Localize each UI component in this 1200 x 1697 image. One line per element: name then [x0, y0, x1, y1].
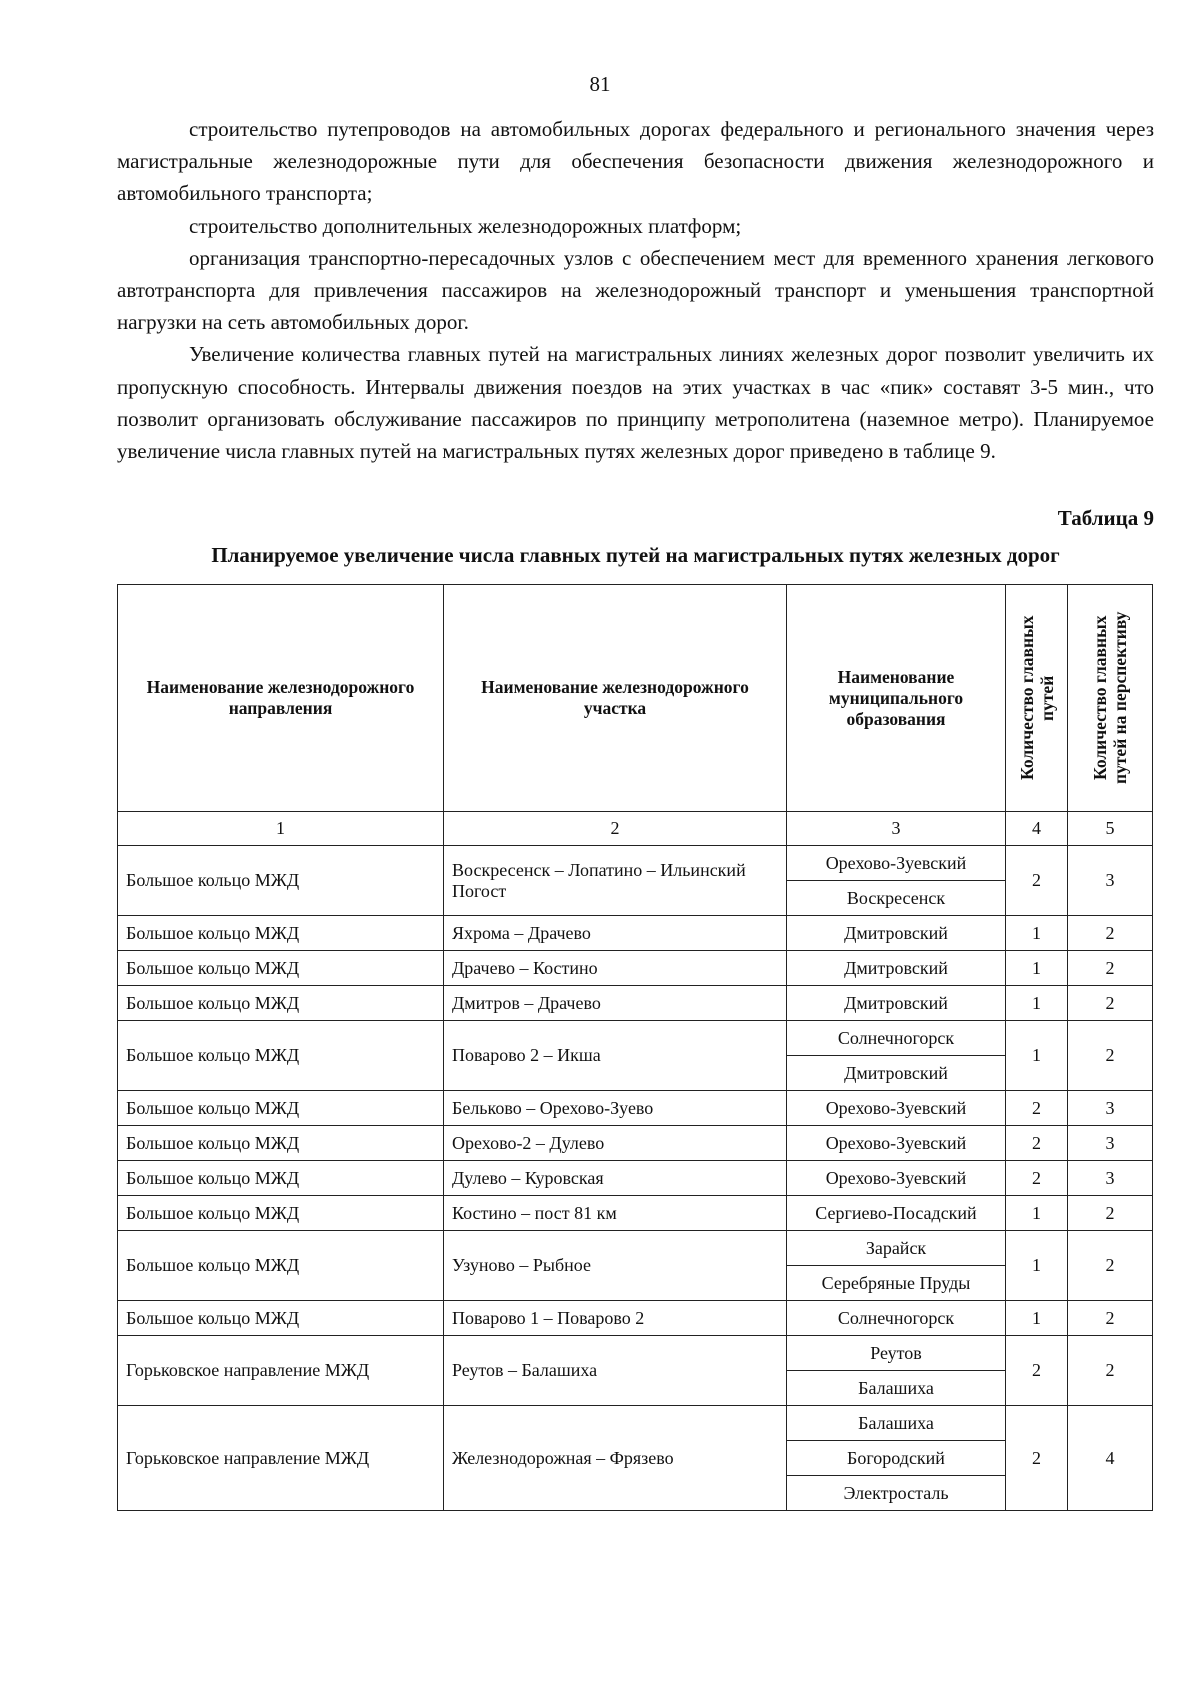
- header-tracks-future-text: Количество главных путей на перспективу: [1090, 611, 1130, 785]
- table-row: [118, 1091, 1153, 1126]
- column-number-row: [118, 812, 1153, 846]
- cell-tracks-future: 2: [1068, 1196, 1153, 1231]
- table-row: [118, 1231, 1153, 1266]
- table-row: [118, 1126, 1153, 1161]
- cell-municipality: Орехово-Зуевский: [787, 1126, 1006, 1161]
- column-number: 2: [444, 812, 787, 846]
- header-section: Наименование железнодорожного участка: [444, 585, 787, 812]
- cell-tracks: 1: [1006, 951, 1068, 986]
- column-number: 4: [1006, 812, 1068, 846]
- cell-direction: Большое кольцо МЖД: [118, 1196, 444, 1231]
- cell-tracks: 2: [1006, 1126, 1068, 1161]
- header-direction: Наименование железнодорожного направления: [118, 585, 444, 812]
- cell-tracks-future: 4: [1068, 1406, 1153, 1511]
- cell-direction: Большое кольцо МЖД: [118, 916, 444, 951]
- cell-direction: Большое кольцо МЖД: [118, 1021, 444, 1091]
- cell-tracks-future: 2: [1068, 1231, 1153, 1301]
- table-row: [118, 986, 1153, 1021]
- cell-municipality: Богородский: [787, 1441, 1006, 1476]
- cell-municipality: Дмитровский: [787, 951, 1006, 986]
- cell-tracks-future: 3: [1068, 846, 1153, 916]
- cell-tracks-future: 2: [1068, 1021, 1153, 1091]
- cell-municipality: Орехово-Зуевский: [787, 846, 1006, 881]
- cell-section: Дмитров – Драчево: [444, 986, 787, 1021]
- cell-municipality: Реутов: [787, 1336, 1006, 1371]
- cell-section: Воскресенск – Лопатино – Ильинский Погост: [444, 846, 787, 916]
- cell-tracks-future: 3: [1068, 1126, 1153, 1161]
- table-row: [118, 1161, 1153, 1196]
- cell-tracks: 1: [1006, 1301, 1068, 1336]
- cell-municipality: Воскресенск: [787, 881, 1006, 916]
- paragraph: строительство дополнительных железнодорожных платформ;: [189, 213, 742, 238]
- cell-direction: Большое кольцо МЖД: [118, 1161, 444, 1196]
- cell-municipality: Серебряные Пруды: [787, 1266, 1006, 1301]
- cell-tracks-future: 2: [1068, 1301, 1153, 1336]
- cell-municipality: Дмитровский: [787, 916, 1006, 951]
- cell-municipality: Орехово-Зуевский: [787, 1091, 1006, 1126]
- body-text: [117, 113, 1154, 467]
- cell-municipality: Солнечногорск: [787, 1301, 1006, 1336]
- cell-section: Узуново – Рыбное: [444, 1231, 787, 1301]
- cell-direction: Большое кольцо МЖД: [118, 1301, 444, 1336]
- cell-tracks: 2: [1006, 1161, 1068, 1196]
- cell-direction: Большое кольцо МЖД: [118, 986, 444, 1021]
- cell-tracks-future: 3: [1068, 1161, 1153, 1196]
- column-number: 1: [118, 812, 444, 846]
- tracks-table: [117, 584, 1153, 1511]
- page-number: 81: [589, 72, 611, 96]
- paragraph: Увеличение количества главных путей на магистральных линиях железных дорог позволит увеличить их пропускную способность. Интервалы движения поездов на этих участках в час «пик» составят 3-5 мин., что позволит организовать обслуживание пассажиров по принципу метрополитена (наземное метро). Планируемое увеличение числа главных путей на магистральных путях железных дорог приведено в таблице 9.: [117, 342, 1154, 464]
- cell-tracks: 1: [1006, 986, 1068, 1021]
- cell-tracks: 1: [1006, 1231, 1068, 1301]
- table-body: [118, 846, 1153, 1511]
- cell-tracks-future: 2: [1068, 916, 1153, 951]
- table-row: [118, 846, 1153, 881]
- cell-section: Орехово-2 – Дулево: [444, 1126, 787, 1161]
- cell-municipality: Дмитровский: [787, 986, 1006, 1021]
- table-row: [118, 916, 1153, 951]
- cell-municipality: Зарайск: [787, 1231, 1006, 1266]
- cell-section: Поварово 1 – Поварово 2: [444, 1301, 787, 1336]
- cell-direction: Большое кольцо МЖД: [118, 1231, 444, 1301]
- cell-section: Дулево – Куровская: [444, 1161, 787, 1196]
- cell-tracks-future: 3: [1068, 1091, 1153, 1126]
- cell-municipality: Сергиево-Посадский: [787, 1196, 1006, 1231]
- cell-direction: Горьковское направление МЖД: [118, 1406, 444, 1511]
- cell-municipality: Орехово-Зуевский: [787, 1161, 1006, 1196]
- cell-tracks: 2: [1006, 846, 1068, 916]
- header-tracks-text: Количество главных путей: [1016, 615, 1057, 781]
- cell-section: Железнодорожная – Фрязево: [444, 1406, 787, 1511]
- cell-section: Реутов – Балашиха: [444, 1336, 787, 1406]
- header-municipality: Наименование муниципального образования: [787, 585, 1006, 812]
- cell-tracks: 2: [1006, 1336, 1068, 1406]
- cell-municipality: Балашиха: [787, 1406, 1006, 1441]
- cell-direction: Большое кольцо МЖД: [118, 1126, 444, 1161]
- cell-section: Бельково – Орехово-Зуево: [444, 1091, 787, 1126]
- table-title: Планируемое увеличение числа главных путей на магистральных путях железных дорог: [211, 543, 1060, 567]
- cell-tracks: 1: [1006, 1021, 1068, 1091]
- cell-section: Поварово 2 – Икша: [444, 1021, 787, 1091]
- table-row: [118, 1196, 1153, 1231]
- cell-direction: Горьковское направление МЖД: [118, 1336, 444, 1406]
- column-number: 3: [787, 812, 1006, 846]
- cell-tracks-future: 2: [1068, 951, 1153, 986]
- cell-section: Драчево – Костино: [444, 951, 787, 986]
- cell-tracks-future: 2: [1068, 986, 1153, 1021]
- table-row: [118, 1336, 1153, 1371]
- cell-municipality: Электросталь: [787, 1476, 1006, 1511]
- column-number: 5: [1068, 812, 1153, 846]
- cell-municipality: Дмитровский: [787, 1056, 1006, 1091]
- cell-direction: Большое кольцо МЖД: [118, 846, 444, 916]
- cell-municipality: Солнечногорск: [787, 1021, 1006, 1056]
- cell-tracks: 2: [1006, 1091, 1068, 1126]
- header-tracks-future: [1068, 585, 1153, 812]
- cell-direction: Большое кольцо МЖД: [118, 1091, 444, 1126]
- table-row: [118, 1406, 1153, 1441]
- cell-tracks: 1: [1006, 916, 1068, 951]
- cell-tracks: 1: [1006, 1196, 1068, 1231]
- cell-direction: Большое кольцо МЖД: [118, 951, 444, 986]
- header-tracks: [1006, 585, 1068, 812]
- table-label: Таблица 9: [1057, 506, 1154, 530]
- table-row: [118, 1301, 1153, 1336]
- paragraph: строительство путепроводов на автомобильных дорогах федерального и регионального значения через магистральные железнодорожные пути для обеспечения безопасности движения железнодорожного и автомобильного транспорта;: [117, 117, 1154, 206]
- table-row: [118, 951, 1153, 986]
- cell-section: Костино – пост 81 км: [444, 1196, 787, 1231]
- paragraph: организация транспортно-пересадочных узлов с обеспечением мест для временного хранения легкового автотранспорта для привлечения пассажиров на железнодорожный транспорт и уменьшения транспортной нагрузки на сеть автомобильных дорог.: [117, 245, 1154, 335]
- table-row: [118, 1021, 1153, 1056]
- cell-section: Яхрома – Драчево: [444, 916, 787, 951]
- cell-tracks: 2: [1006, 1406, 1068, 1511]
- table-header-row: [118, 585, 1153, 812]
- cell-tracks-future: 2: [1068, 1336, 1153, 1406]
- cell-municipality: Балашиха: [787, 1371, 1006, 1406]
